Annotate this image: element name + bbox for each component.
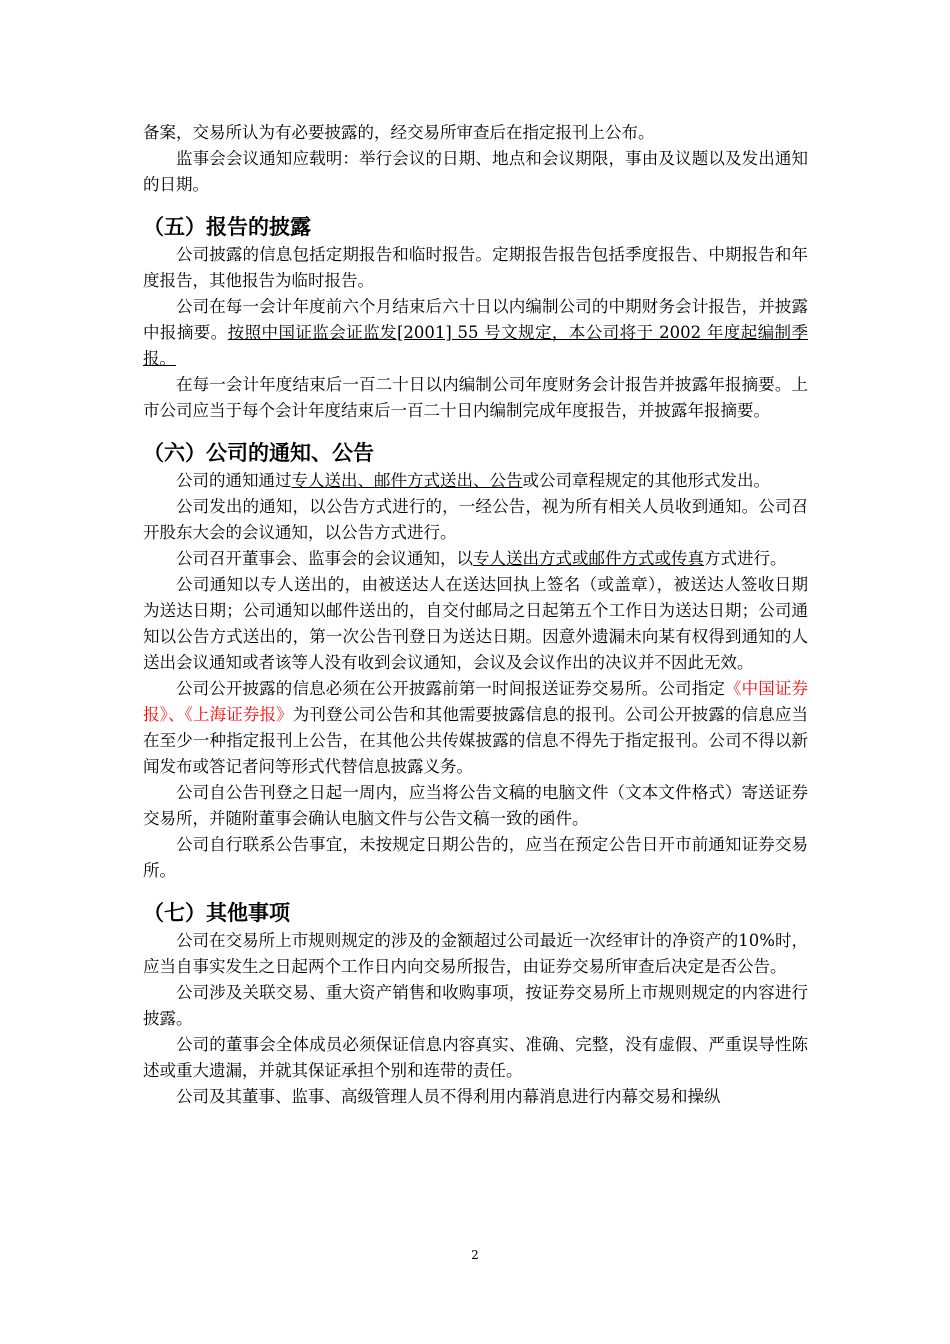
section-6-paragraph-2: 公司发出的通知，以公告方式进行的，一经公告，视为所有相关人员收到通知。公司召开股东大会的会议通知，以公告方式进行。: [143, 497, 808, 542]
paragraph-top-continuation: 备案，交易所认为有必要披露的，经交易所审查后在指定报刊上公布。: [143, 123, 655, 142]
section-7-paragraph-2: 公司涉及关联交易、重大资产销售和收购事项，按证券交易所上市规则规定的内容进行披露。: [143, 983, 808, 1028]
section-6-paragraph-6: 公司自公告刊登之日起一周内，应当将公告文稿的电脑文件（文本文件格式）寄送证券交易所，并随附董事会确认电脑文件与公告文稿一致的函件。: [143, 783, 808, 828]
section-5-paragraph-1: 公司披露的信息包括定期报告和临时报告。定期报告报告包括季度报告、中期报告和年度报告，其他报告为临时报告。: [143, 245, 808, 290]
section-6-p1-text-a: 公司的通知通过: [176, 471, 292, 490]
section-7-paragraph-3: 公司的董事会全体成员必须保证信息内容真实、准确、完整，没有虚假、严重误导性陈述或重大遗漏，并就其保证承担个别和连带的责任。: [143, 1035, 808, 1080]
section-5-heading: （五）报告的披露: [143, 215, 311, 239]
section-5-paragraph-2: [143, 294, 808, 372]
section-6-paragraph-1: [143, 468, 808, 494]
section-6-paragraph-7: 公司自行联系公告事宜，未按规定日期公告的，应当在预定公告日开市前通知证券交易所。: [143, 835, 808, 880]
document-page: [143, 120, 808, 1110]
section-6-paragraph-5: [143, 676, 808, 780]
section-6-heading: （六）公司的通知、公告: [143, 441, 374, 465]
section-6-p5-text-a: 公司公开披露的信息必须在公开披露前第一时间报送证券交易所。公司指定: [176, 679, 725, 698]
section-6-paragraph-4: 公司通知以专人送出的，由被送达人在送达回执上签名（或盖章），被送达人签收日期为送达日期；公司通知以邮件送出的，自交付邮局之日起第五个工作日为送达日期；公司通知以公告方式送出的，第一次公告刊登日为送达日期。因意外遗漏未向某有权得到通知的人送出会议通知或者该等人没有收到会议通知，会议及会议作出的决议并不因此无效。: [143, 575, 808, 672]
section-6-paragraph-3: [143, 546, 808, 572]
section-5-paragraph-3: 在每一会计年度结束后一百二十日以内编制公司年度财务会计报告并披露年报摘要。上市公司应当于每个会计年度结束后一百二十日内编制完成年度报告，并披露年报摘要。: [143, 375, 808, 420]
section-7-paragraph-1: 公司在交易所上市规则规定的涉及的金额超过公司最近一次经审计的净资产的10%时，应当自事实发生之日起两个工作日内向交易所报告，由证券交易所审查后决定是否公告。: [143, 931, 808, 976]
section-6-p5-text-b: 为刊登公司公告和其他需要披露信息的报刊。公司公开披露的信息应当在至少一种指定报刊上公告，在其他公共传媒披露的信息不得先于指定报刊。公司不得以新闻发布或答记者问等形式代替信息披露义务。: [143, 705, 808, 776]
paragraph-supervisor-notice: 监事会会议通知应载明：举行会议的日期、地点和会议期限，事由及议题以及发出通知的日期。: [143, 149, 808, 194]
page-number: 2: [471, 1248, 479, 1262]
section-6-p1-text-b: 或公司章程规定的其他形式发出。: [522, 471, 770, 490]
section-5-p2-text: 公司在每一会计年度前六个月结束后六十日以内编制公司的中期财务会计报告，并披露中报摘要。: [143, 297, 808, 342]
section-6-p5-newspapers: 《中国证券报》、《上海证券报》: [143, 679, 809, 724]
section-6-p3-underlined: 专人送出方式或邮件方式或传真: [473, 549, 704, 568]
section-7-heading: （七）其他事项: [143, 901, 290, 925]
section-6-p3-text-a: 公司召开董事会、监事会的会议通知，以: [176, 549, 473, 568]
section-6-p3-text-b: 方式进行。: [704, 549, 787, 568]
section-5-p2-underlined: 按照中国证监会证监发[2001] 55 号文规定，本公司将于 2002 年度起编制季报。: [143, 323, 808, 368]
section-7-paragraph-4: 公司及其董事、监事、高级管理人员不得利用内幕消息进行内幕交易和操纵: [176, 1087, 721, 1106]
section-6-p1-underlined: 专人送出、邮件方式送出、公告: [291, 471, 523, 490]
